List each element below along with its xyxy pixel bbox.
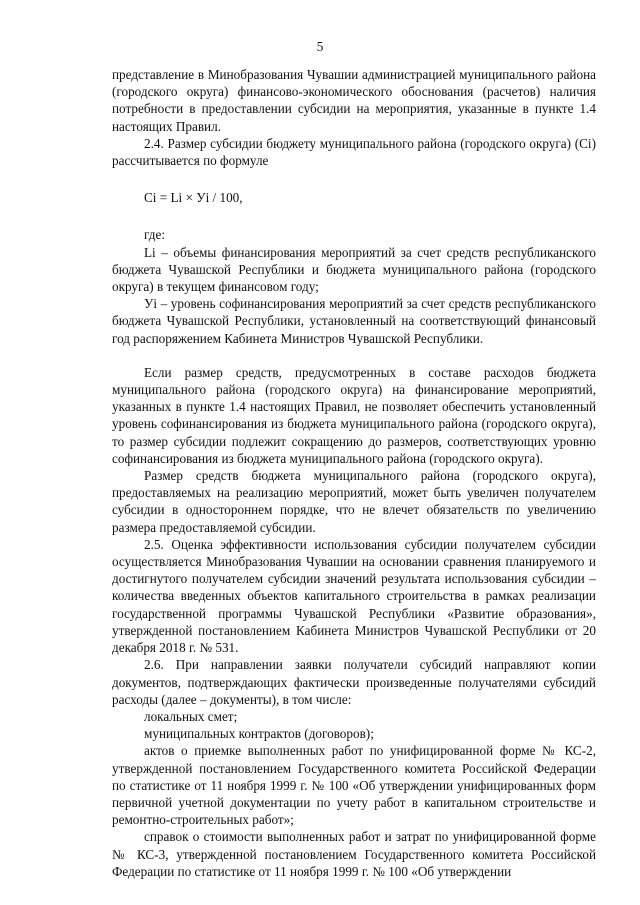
definition-l: Li – объемы финансирования мероприятий за счет средств республиканского бюджета Чувашской Республики и бюджета муниципального района (городского округа) в текущем финансовом году; [112,244,596,295]
document-body [112,66,596,880]
list-item-ks3: справок о стоимости выполненных работ и затрат по унифицированной форме № КС-3, утвержденной постановлением Государственного комитета Российской Федерации по статистике от 11 ноября 1999 г. № 100 «Об утверждении [112,829,596,879]
list-item-contracts: муниципальных контрактов (договоров); [144,726,374,742]
paragraph-2-6: 2.6. При направлении заявки получатели субсидий направляют копии документов, подтверждающих фактически произведенные получателями субсидий расходы (далее – документы), в том числе: [112,657,596,707]
paragraph-2-4: 2.4. Размер субсидии бюджету муниципального района (городского округа) (Сi) рассчитывается по формуле [112,135,596,169]
paragraph-2-5: 2.5. Оценка эффективности использования субсидии получателем субсидии осуществляется Минобразования Чувашии на основании сравнения планируемого и достигнутого получателем субсидии значений результата использования субсидии – количества введенных объектов капитального строительства в рамках реализации государственной программы Чувашской Республики «Развитие образования», утвержденной постановлением Кабинета Министров Чувашской Республики от 20 декабря 2018 г. № 531. [112,536,596,656]
list-item-ks2: актов о приемке выполненных работ по унифицированной форме № КС-2, утвержденной постановлением Государственного комитета Российской Федерации по статистике от 11 ноября 1999 г. № 100 «Об утверждении унифицированных форм первичной учетной документации по учету работ в капитальном строительстве и ремонтно-строительных работ»; [112,743,596,828]
list-item-estimates: локальных смет; [144,708,238,724]
paragraph-intro: представление в Минобразования Чувашии администрацией муниципального района (городского округа) финансово-экономического обоснования (расчетов) наличия потребности в предоставлении субсидии на мероприятия, указанные в пункте 1.4 настоящих Правил. [112,67,596,134]
page-number: 5 [316,39,324,54]
definition-u: Уi – уровень софинансирования мероприятий за счет средств республиканского бюджета Чувашской Республики, установленный на соответствующий финансовый год распоряжением Кабинета Министров Чувашской Республики. [112,296,596,346]
formula: Сi = Li × Уi / 100, [144,190,243,206]
paragraph-increase: Размер средств бюджета муниципального района (городского округа), предоставляемых на реализацию мероприятий, может быть увеличен получателем субсидии в одностороннем порядке, что не влечет обязательств по увеличению размера предоставляемой субсидии. [112,468,596,535]
where-label: где: [144,227,165,243]
paragraph-reduction: Если размер средств, предусмотренных в составе расходов бюджета муниципального района (городского округа) на финансирование мероприятий, указанных в пункте 1.4 настоящих Правил, не позволяет обеспечить установленный уровень софинансирования из бюджета муниципального района (городского округа), то размер субсидии подлежит сокращению до размеров, соответствующих уровню софинансирования из бюджета муниципального района (городского округа). [112,364,596,466]
